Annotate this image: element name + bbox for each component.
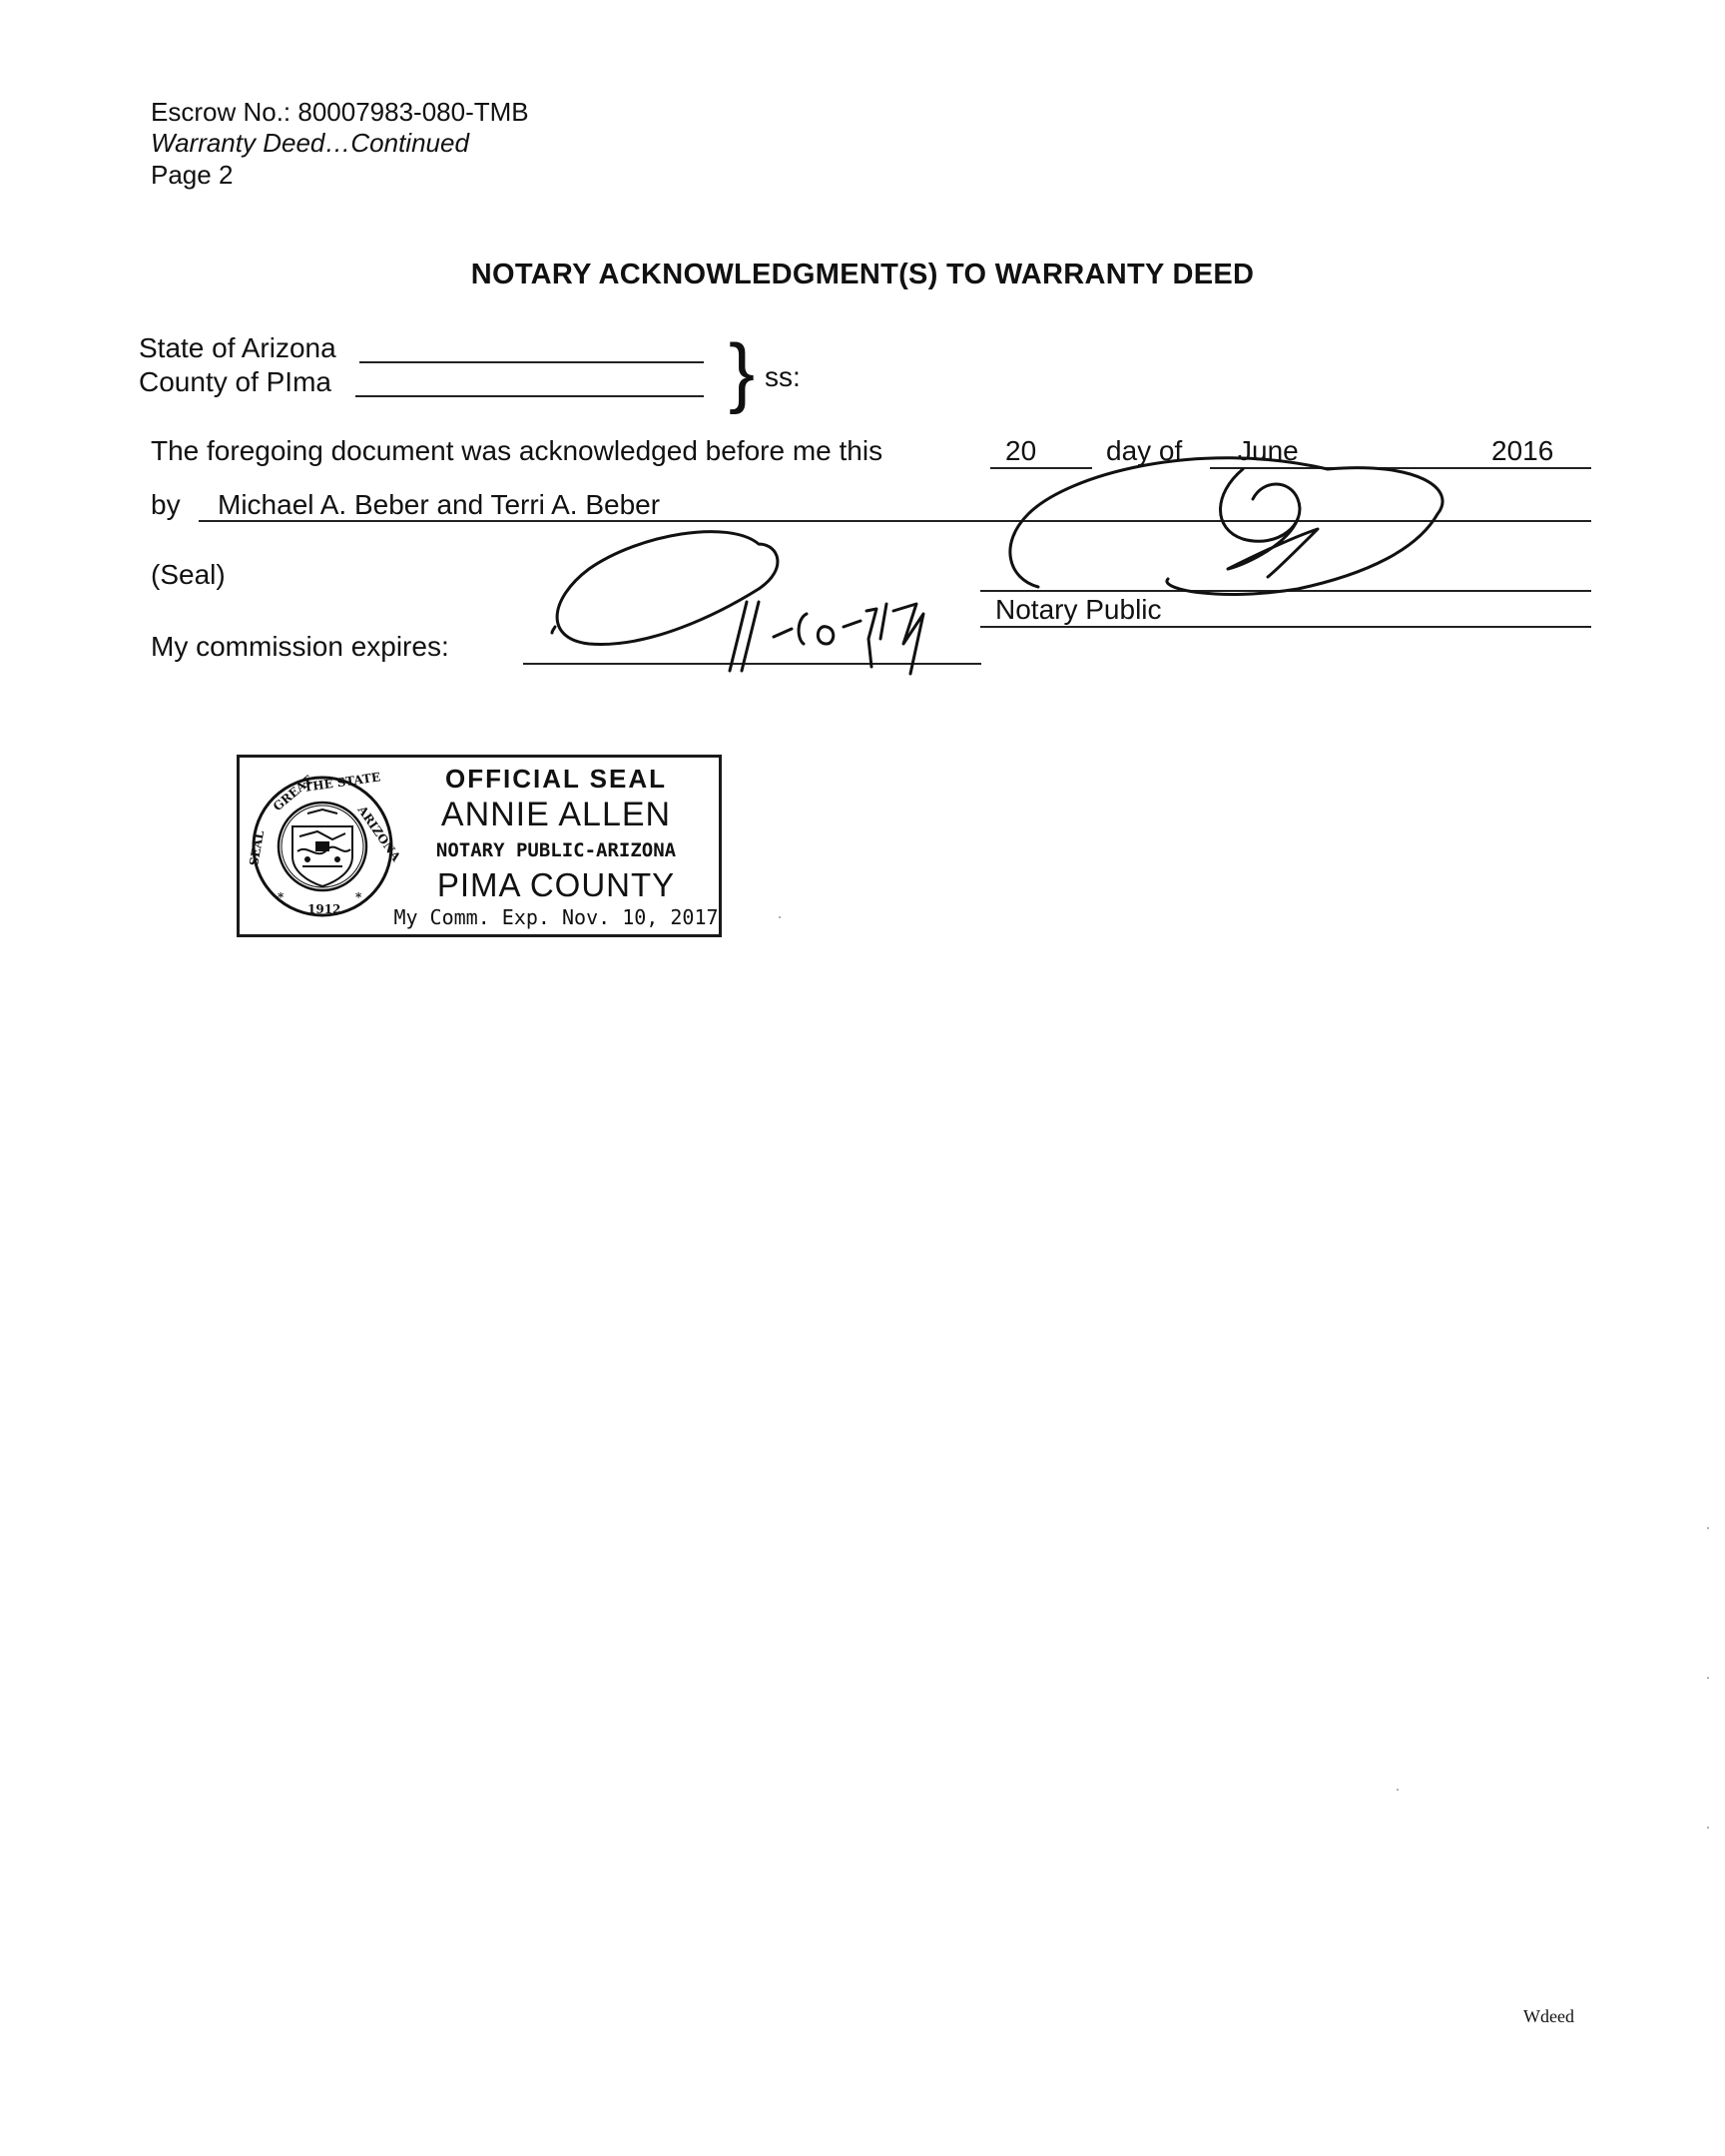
county-label: County of PIma — [139, 366, 331, 397]
day-line — [990, 467, 1092, 469]
day-of-label: day of — [1106, 435, 1183, 466]
footer-form-code: Wdeed — [1523, 2006, 1574, 2026]
ss-label: ss: — [765, 361, 801, 392]
svg-text:GREAT: GREAT — [270, 773, 315, 814]
escrow-number: Escrow No.: 80007983-080-TMB — [151, 97, 529, 127]
by-label: by — [151, 489, 181, 520]
scan-speck — [779, 916, 781, 918]
seal-label: (Seal) — [151, 559, 226, 590]
scan-speck — [1707, 1677, 1709, 1679]
month-year-line — [1210, 467, 1591, 469]
signers-line — [199, 520, 1591, 522]
seal-notary-role: NOTARY PUBLIC-ARIZONA — [435, 839, 677, 861]
svg-text:*: * — [278, 890, 285, 904]
acknowledgment-month: June — [1238, 435, 1299, 466]
county-blank-line — [355, 395, 704, 397]
acknowledgment-day: 20 — [1005, 435, 1037, 466]
svg-text:THE STATE: THE STATE — [302, 770, 381, 795]
page-number: Page 2 — [151, 160, 234, 190]
notary-public-label: Notary Public — [995, 594, 1162, 625]
scan-speck — [1707, 1827, 1709, 1829]
svg-text:*: * — [355, 890, 362, 904]
signers-names: Michael A. Beber and Terri A. Beber — [218, 489, 661, 520]
svg-text:SEAL: SEAL — [247, 829, 268, 867]
state-label: State of Arizona — [139, 332, 336, 363]
scan-speck — [1397, 1789, 1399, 1791]
official-notary-seal — [237, 755, 722, 937]
scan-speck — [1707, 1527, 1709, 1529]
state-blank-line — [359, 361, 704, 363]
commission-label: My commission expires: — [151, 631, 449, 662]
arizona-state-seal-icon — [247, 770, 403, 921]
seal-heading: OFFICIAL SEAL — [445, 764, 667, 794]
commission-line — [523, 663, 981, 665]
acknowledgment-lead: The foregoing document was acknowledged before me this — [151, 435, 883, 466]
venue-brace: } — [729, 327, 756, 415]
svg-text:ARIZONA: ARIZONA — [354, 803, 403, 864]
seal-notary-name: ANNIE ALLEN — [440, 796, 672, 833]
seal-county: PIMA COUNTY — [436, 866, 676, 903]
notary-signature-line — [980, 590, 1591, 592]
acknowledgment-year: 2016 — [1491, 435, 1554, 466]
document-continued: Warranty Deed…Continued — [151, 128, 469, 158]
page-title: NOTARY ACKNOWLEDGMENT(S) TO WARRANTY DEED — [470, 259, 1255, 290]
svg-text:1912: 1912 — [307, 902, 341, 916]
seal-expiry: My Comm. Exp. Nov. 10, 2017 — [393, 905, 719, 929]
notary-under-line — [980, 626, 1591, 628]
commission-handwritten-date — [0, 0, 1, 1]
